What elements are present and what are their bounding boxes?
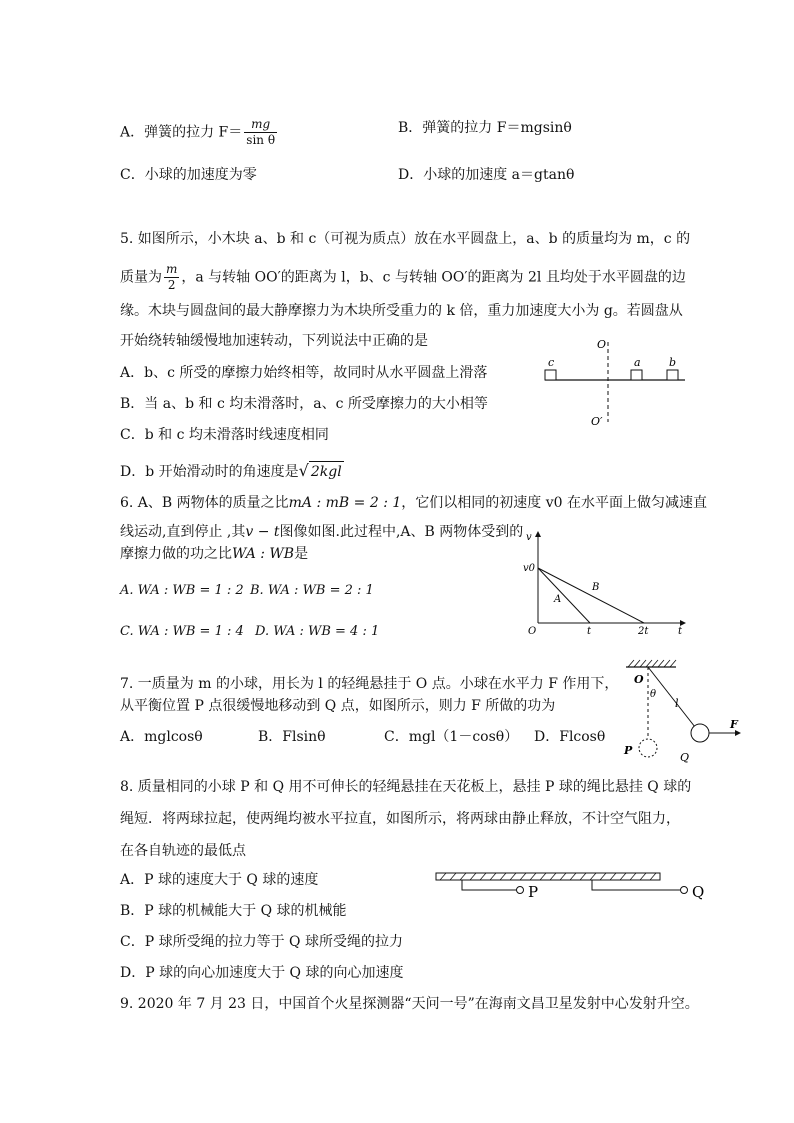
q7-stem-line1: 7. 一质量为 m 的小球，用长为 l 的轻绳悬挂于 O 点。小球在水平力 F 作用下， bbox=[120, 676, 619, 692]
q8-string-q bbox=[592, 880, 680, 890]
q5-turntable-figure bbox=[535, 332, 695, 432]
q7-label-o: O bbox=[634, 673, 644, 686]
q7-option-c: C．mgl（1－cosθ） bbox=[384, 729, 519, 745]
q7-option-b: B．Flsinθ bbox=[258, 729, 326, 745]
q5-stem-line4: 开始绕转轴缓慢地加速转动，下列说法中正确的是 bbox=[120, 333, 428, 349]
q6-option-a: A. WA : WB = 1 : 2 bbox=[120, 583, 244, 598]
q5-option-a: A．b、c 所受的摩擦力始终相等，故同时从水平圆盘上滑落 bbox=[120, 365, 488, 381]
q7-option-d: D．Flcosθ bbox=[534, 729, 606, 745]
q8-stem-line2: 绳短．将两球拉起，使两绳均被水平拉直，如图所示，将两球由静止释放，不计空气阻力， bbox=[120, 811, 680, 827]
q9-stem-line1: 9. 2020 年 7 月 23 日，中国首个火星探测器“天问一号”在海南文昌卫星发射中心发射升空。 bbox=[120, 996, 699, 1012]
q5-label-b: b bbox=[669, 356, 677, 369]
q5-option-d-sqrt: 2kgl bbox=[309, 461, 344, 482]
q6-line-a bbox=[538, 568, 590, 623]
q5-stem-line3: 缘。木块与圆盘间的最大静摩擦力为木块所受重力的 k 倍，重力加速度大小为 g。若圆盘从 bbox=[120, 303, 683, 319]
q7-label-p: P bbox=[624, 744, 633, 757]
q5-stem-line2: 质量为 $\frac{m}{2}$ ，a 与转轴 OO′的距离为 l，b、c 与转轴 OO′的距离为 2l 且均处于水平圆盘的边 bbox=[120, 262, 686, 292]
q7-stem-line2: 从平衡位置 P 点很缓慢地移动到 Q 点，如图所示，则力 F 所做的功为 bbox=[120, 698, 556, 714]
q5-block-b bbox=[667, 370, 678, 380]
q8-stem-line1: 8. 质量相同的小球 P 和 Q 用不可伸长的轻绳悬挂在天花板上，悬挂 P 球的绳比悬挂 Q 球的 bbox=[120, 779, 692, 795]
q6-stem-line1: 6. A、B 两物体的质量之比mA : mB = 2 : 1，它们以相同的初速度 v0 在水平面上做匀减速直 bbox=[120, 495, 708, 511]
q8-string-p bbox=[462, 880, 516, 890]
q4-option-a-fraction: $\frac{mg}{\text{sin θ}}$ bbox=[246, 117, 276, 147]
q8-ball-q bbox=[681, 887, 688, 894]
q5-mass-fraction: $\frac{m}{2}$ bbox=[166, 262, 178, 292]
q6-label-b: B bbox=[592, 582, 600, 593]
q5-label-a: a bbox=[634, 356, 641, 369]
q8-option-c: C．P 球所受绳的拉力等于 Q 球所受绳的拉力 bbox=[120, 934, 403, 950]
q8-label-p: P bbox=[528, 883, 539, 901]
q6-label-t-axis: t bbox=[678, 626, 683, 637]
q7-label-theta: θ bbox=[650, 689, 657, 700]
q5-block-c bbox=[545, 370, 556, 380]
q6-label-o: O bbox=[528, 626, 537, 637]
q6-label-v: v bbox=[526, 532, 532, 543]
q4-option-a-text: A．弹簧的拉力 F＝ bbox=[120, 124, 243, 141]
q7-label-q: Q bbox=[680, 751, 690, 764]
q7-pendulum-figure bbox=[612, 655, 752, 765]
q6-label-t1: t bbox=[587, 626, 592, 637]
q6-mass-ratio: mA : mB = 2 : 1 bbox=[288, 495, 402, 511]
q8-option-d: D．P 球的向心加速度大于 Q 球的向心加速度 bbox=[120, 965, 404, 981]
q5-option-c: C．b 和 c 均未滑落时线速度相同 bbox=[120, 427, 329, 443]
q6-stem-line2: 线运动,直到停止 ,其v − t图像如图.此过程中,A、B 两物体受到的 bbox=[120, 524, 524, 540]
q8-option-b: B．P 球的机械能大于 Q 球的机械能 bbox=[120, 903, 347, 919]
q5-option-b: B．当 a、b 和 c 均未滑落时，a、c 所受摩擦力的大小相等 bbox=[120, 396, 488, 412]
q5-label-o: O bbox=[597, 338, 607, 351]
q4-option-a bbox=[120, 117, 279, 148]
q5-option-d: D．b 开始滑动时的角速度是√ 2kgl bbox=[120, 461, 342, 480]
q6-stem-line3: 摩擦力做的功之比WA : WB是 bbox=[120, 546, 309, 562]
q7-ball-q bbox=[691, 724, 709, 742]
q8-pendulums-figure bbox=[432, 868, 722, 910]
q5-label-c: c bbox=[548, 356, 555, 369]
q6-vt-label: v − t bbox=[245, 524, 280, 540]
q6-option-c: C. WA : WB = 1 : 4 bbox=[120, 624, 244, 639]
q8-ceiling bbox=[436, 873, 660, 880]
q5-block-a bbox=[631, 370, 642, 380]
q7-label-l: l bbox=[675, 697, 679, 710]
q8-ball-p bbox=[517, 887, 524, 894]
q5-label-o2: O′ bbox=[591, 415, 603, 428]
q6-option-b: B. WA : WB = 2 : 1 bbox=[250, 583, 374, 598]
q7-option-a: A．mglcosθ bbox=[120, 729, 203, 745]
q8-option-a: A．P 球的速度大于 Q 球的速度 bbox=[120, 872, 319, 888]
q6-label-v0: v0 bbox=[523, 563, 536, 574]
q4-option-d: D．小球的加速度 a＝gtanθ bbox=[398, 167, 575, 183]
q7-label-f: F bbox=[730, 718, 738, 731]
q6-vt-graph bbox=[520, 528, 690, 638]
q8-stem-line3: 在各自轨迹的最低点 bbox=[120, 843, 246, 859]
q8-label-q: Q bbox=[692, 883, 705, 901]
q4-option-c: C．小球的加速度为零 bbox=[120, 167, 257, 183]
q4-option-b: B．弹簧的拉力 F＝mgsinθ bbox=[398, 120, 572, 136]
q5-stem-line1: 5. 如图所示，小木块 a、b 和 c（可视为质点）放在水平圆盘上，a、b 的质量均为 m，c 的 bbox=[120, 231, 691, 247]
q6-label-t2: 2t bbox=[638, 626, 649, 637]
q7-ball-p bbox=[639, 739, 657, 757]
q6-work-ratio: WA : WB bbox=[232, 546, 295, 562]
q6-label-a: A bbox=[554, 594, 562, 605]
q6-option-d: D. WA : WB = 4 : 1 bbox=[255, 624, 380, 639]
